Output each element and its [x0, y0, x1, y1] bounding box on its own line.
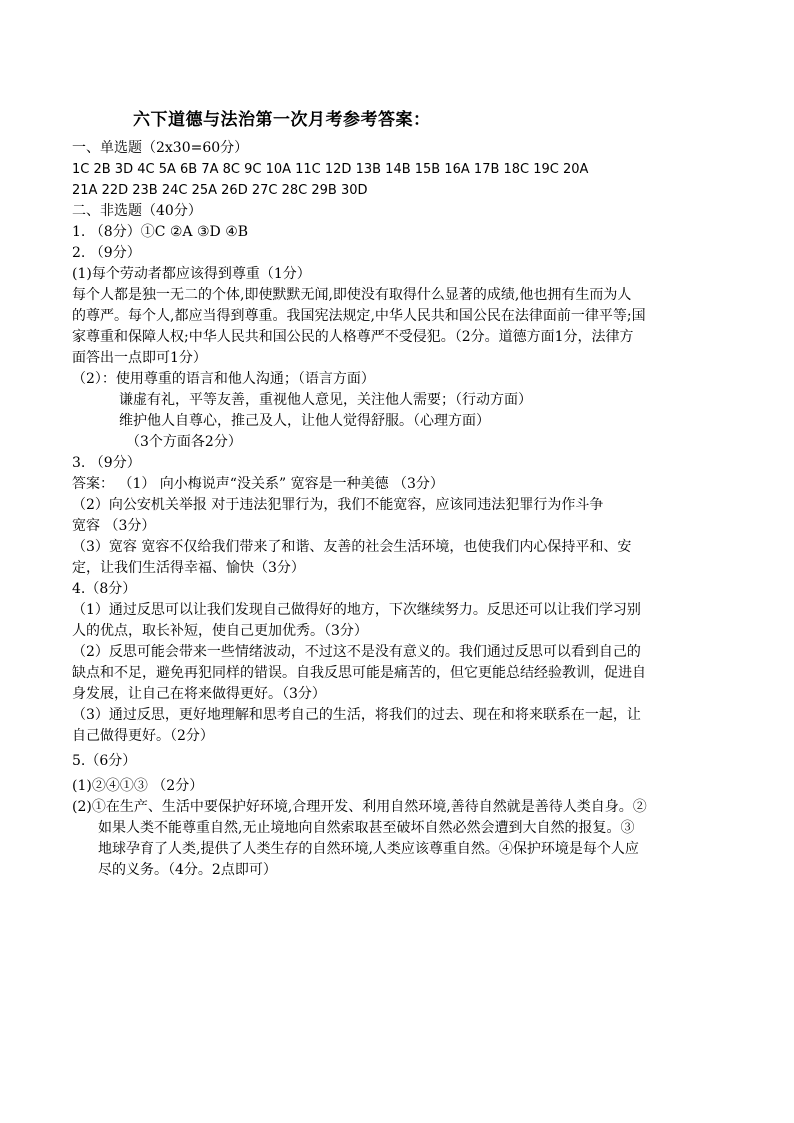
answer-line: 尽的义务。（4分。2点即可） [98, 862, 277, 878]
answer-line: 答案： （1） 向小梅说声“没关系” 宽容是一种美德 （3分） [72, 476, 444, 492]
answer-line: 身发展，让自己在将来做得更好。（3分） [72, 686, 326, 702]
answer-line: 的尊严。每个人,都应当得到尊重。我国宪法规定,中华人民共和国公民在法律面前一律平等;国 [72, 308, 646, 324]
mcq-answers-line: 1C 2B 3D 4C 5A 6B 7A 8C 9C 10A 11C 12D 13B 14B 15B 16A 17B 18C 19C 20A [72, 162, 589, 177]
answer-line: (2)①在生产、生活中要保护好环境,合理开发、利用自然环境,善待自然就是善待人类自身。② [72, 799, 647, 815]
answer-line: 家尊重和保障人权;中华人民共和国公民的人格尊严不受侵犯。（2分。道德方面1分，法律方 [72, 329, 634, 345]
answer-line: 人的优点，取长补短，使自己更加优秀。（3分） [72, 623, 368, 639]
answer-line: 每个人都是独一无二的个体,即使默默无闻,即使没有取得什么显著的成绩,他也拥有生而为人 [72, 287, 632, 303]
answer-line: 谦虚有礼，平等友善，重视他人意见，关注他人需要；（行动方面） [119, 392, 532, 408]
answer-line: （3）通过反思，更好地理解和思考自己的生活，将我们的过去、现在和将来联系在一起，让 [72, 707, 641, 723]
answer-line: (1)②④①③ （2分） [72, 778, 204, 794]
mcq-answers-line: 21A 22D 23B 24C 25A 26D 27C 28C 29B 30D [72, 183, 368, 198]
answer-line: （1）通过反思可以让我们发现自己做得好的地方，下次继续努力。反思还可以让我们学习别 [72, 602, 641, 618]
question-heading: 2. （9分） [72, 245, 141, 261]
section-heading: 一、单选题（2x30=60分） [72, 140, 249, 156]
answer-line: 缺点和不足，避免再犯同样的错误。自我反思可能是痛苦的，但它更能总结经验教训，促进自 [72, 665, 646, 681]
question-heading: 4.（8分） [72, 581, 137, 597]
answer-line: 定，让我们生活得幸福、愉快（3分） [72, 560, 305, 576]
answer-line: （2）向公安机关举报 对于违法犯罪行为，我们不能宽容，应该同违法犯罪行为作斗争 [72, 497, 604, 513]
answer-line: （3）宽容 宽容不仅给我们带来了和谐、友善的社会生活环境，也使我们内心保持平和、安 [72, 539, 632, 555]
question-heading: 1. （8分）①C ②A ③D ④B [72, 224, 249, 240]
answer-line: 维护他人自尊心，推己及人，让他人觉得舒服。（心理方面） [119, 413, 490, 429]
answer-line: 如果人类不能尊重自然,无止境地向自然索取甚至破坏自然必然会遭到大自然的报复。③ [98, 820, 635, 836]
section-heading: 二、非选题（40分） [72, 203, 202, 219]
answer-line: 自己做得更好。（2分） [72, 728, 214, 744]
question-heading: 5.（6分） [72, 753, 137, 769]
document-title: 六下道德与法治第一次月考参考答案： [133, 110, 431, 130]
answer-line: (1)每个劳动者都应该得到尊重（1分） [72, 266, 311, 282]
answer-line: 宽容 （3分） [72, 518, 156, 534]
answer-line: （3个方面各2分） [126, 434, 242, 450]
question-heading: 3. （9分） [72, 455, 141, 471]
answer-line: 面答出一点即可1分） [72, 350, 207, 366]
answer-body [72, 138, 732, 881]
answer-line: （2）反思可能会带来一些情绪波动，不过这不是没有意义的。我们通过反思可以看到自己的 [72, 644, 641, 660]
answer-line: 地球孕育了人类,提供了人类生存的自然环境,人类应该尊重自然。④保护环境是每个人应 [98, 841, 639, 857]
answer-line: （2）：使用尊重的语言和他人沟通；（语言方面） [72, 371, 375, 387]
